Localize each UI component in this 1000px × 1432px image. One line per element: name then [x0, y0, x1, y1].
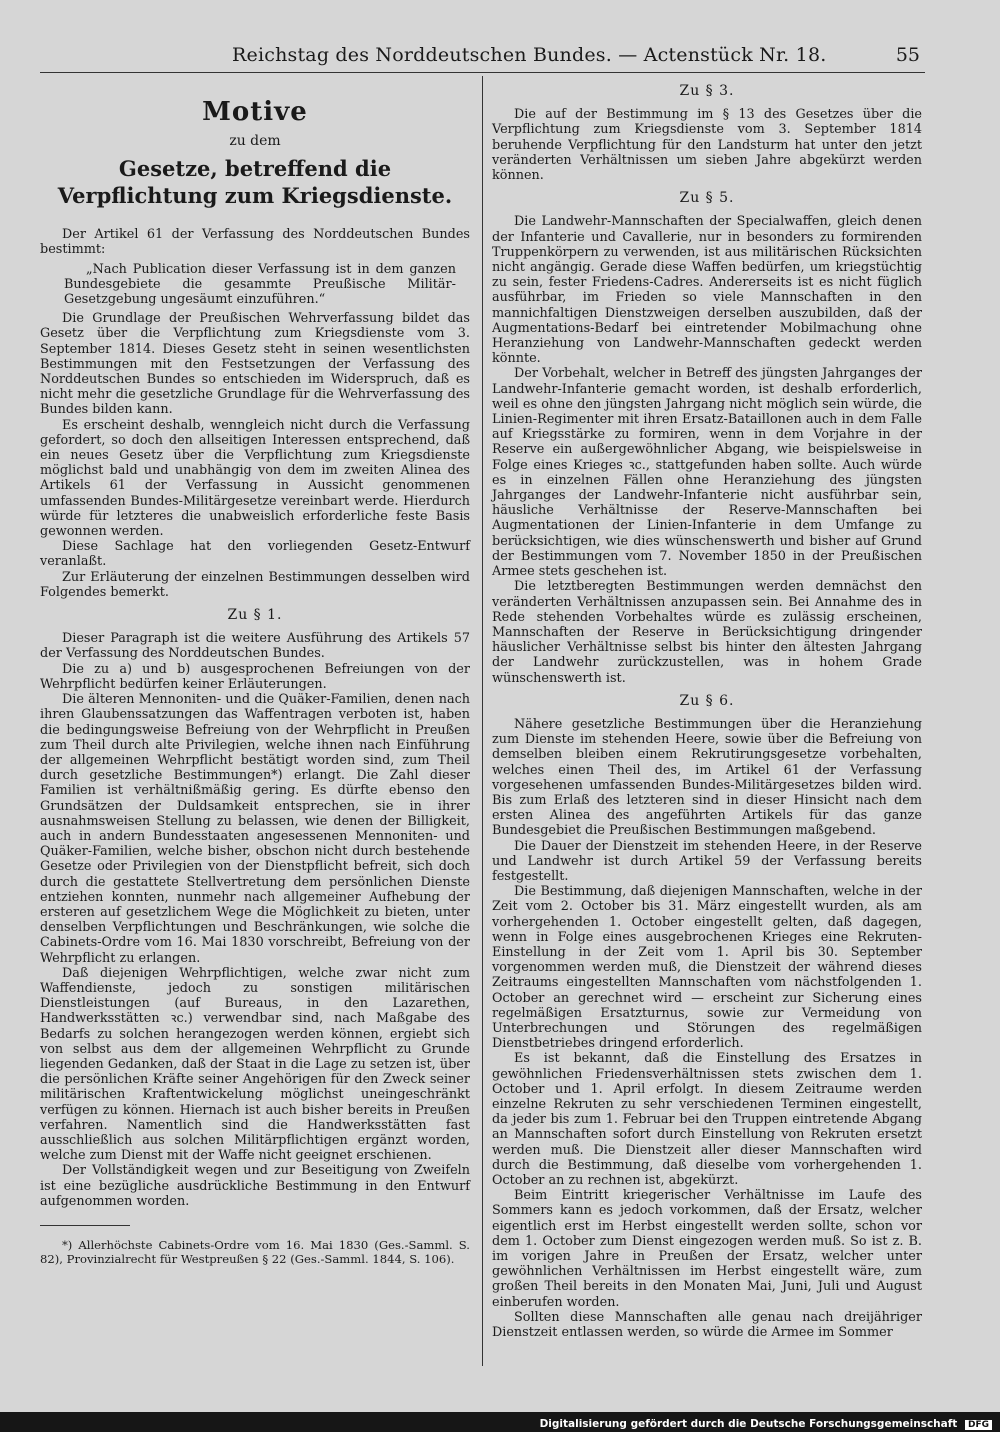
credit-text: Digitalisierung gefördert durch die Deutsche Forschungsgemeinschaft [539, 1418, 958, 1430]
intro-paragraph: Zur Erläuterung der einzelnen Bestimmungen desselben wird Folgendes bemerkt. [40, 569, 470, 600]
intro-paragraph: Es erscheint deshalb, wenngleich nicht durch die Verfassung gefordert, so doch den allseitigen Interessen entsprechend, daß ein neues Gesetz über die Verpflichtung zum Kriegsdienste möglichst bald und unabhängig von dem im zweiten Alinea des Artikels 61 der Verfassung in Aussicht genommenen umfassenden Bundes-Militärgesetze vereinbart werde. Hierdurch würde für letzteres die unabweislich erforderliche feste Basis gewonnen werden. [40, 417, 470, 540]
column-divider [482, 76, 483, 1366]
dfg-logo: DFG [965, 1420, 992, 1430]
section-6-paragraph: Sollten diese Mannschaften alle genau nach dreijähriger Dienstzeit entlassen werden, so würde die Armee im Sommer [492, 1309, 922, 1341]
law-title: Gesetze, betreffend die Verpflichtung zum Kriegsdienste. [57, 156, 453, 209]
section-5-paragraph: Die letztberegten Bestimmungen werden demnächst den veränderten Verhältnissen anzupassen sein. Bei Annahme des in Rede stehenden Vorbehaltes würde es zulässig erscheinen, Mannschaften der Reserve in Berücksichtigung dringender häuslicher Verhältnisse selbst bis hinter den ältesten Jahrgang der Landwehr zurückzustellen, was in hohem Grade wünschenswerth ist. [492, 579, 922, 686]
section-1-paragraph: Dieser Paragraph ist die weitere Ausführung des Artikels 57 der Verfassung des Norddeutschen Bundes. [40, 631, 470, 662]
header-rule [40, 72, 925, 73]
section-heading-6: Zu § 6. [679, 692, 735, 709]
section-6-paragraph: Es ist bekannt, daß die Einstellung des Ersatzes in gewöhnlichen Friedensverhältnissen stets zwischen dem 1. October und 1. April erfolgt. In diesem Zeitraume werden einzelne Rekruten zu sehr verschiedenen Terminen eingestellt, da jeder bis zum 1. Februar bei den Truppen eintretende Abgang an Mannschaften sofort durch Einstellung von Rekruten ersetzt werden muß. Die Dienstzeit aller dieser Mannschaften wird durch die Bestimmung, daß dieselbe vom vorhergehenden 1. October an zu rechnen ist, abgekürzt. [492, 1051, 922, 1189]
footnote-rule [40, 1225, 130, 1226]
section-6-paragraph: Beim Eintritt kriegerischer Verhältnisse im Laufe des Sommers kann es jedoch vorkommen, daß der Ersatz, welcher eigentlich erst im Herbst eingestellt werden sollte, schon vor dem 1. October zum Dienst eingezogen werden muß. So ist z. B. im vorigen Jahre in Preußen der Ersatz, welcher unter gewöhnlichen Verhältnissen im Herbst eingestellt wäre, zum großen Theil bereits in den Monaten Mai, Juni, Juli und August einberufen worden. [492, 1188, 922, 1310]
section-heading-1: Zu § 1. [227, 607, 283, 624]
section-6-paragraph: Die Dauer der Dienstzeit im stehenden Heere, in der Reserve und Landwehr ist durch Artikel 59 der Verfassung bereits festgestellt. [492, 838, 922, 884]
intro-paragraph: Die Grundlage der Preußischen Wehrverfassung bildet das Gesetz über die Verpflichtung zum Kriegsdienste vom 3. September 1814. Dieses Gesetz steht in seinen wesentlichsten Bestimmungen mit den Festsetzungen der Verfassung des Norddeutschen Bundes so entschieden im Widerspruch, daß es nicht mehr die gesetzliche Grundlage für die Wehrverfassung des Bundes bilden kann. [40, 311, 470, 418]
section-5-paragraph: Der Vorbehalt, welcher in Betreff des jüngsten Jahrganges der Landwehr-Infanterie gemacht worden, ist deshalb erforderlich, weil es ohne den jüngsten Jahrgang nicht möglich sein würde, die Linien-Regimenter mit ihren Ersatz-Bataillonen auch in dem Falle auf Kriegsstärke zu formiren, wenn in dem Vorjahre in der Reserve ein außergewöhnlicher Abgang, wie beispielsweise in Folge eines Krieges ꝛc., stattgefunden haben sollte. Auch würde es in einzelnen Fällen ohne Heranziehung des jüngsten Jahrganges der Landwehr-Infanterie nicht ausführbar sein, häusliche Verhältnisse der Reserve-Mannschaften bei Augmentationen der Linien-Infanterie in dem Umfange zu berücksichtigen, wie dies wünschenswerth und bisher auf Grund der Bestimmungen vom 7. November 1850 in der Preußischen Armee stets geschehen ist. [492, 366, 922, 580]
footnote: *) Allerhöchste Cabinets-Ordre vom 16. Mai 1830 (Ges.-Samml. S. 82), Provinzialrecht für Westpreußen § 22 (Ges.-Samml. 1844, S. 106). [40, 1238, 470, 1266]
page-number: 55 [895, 44, 920, 66]
section-1-paragraph: Die älteren Mennoniten- und die Quäker-Familien, denen nach ihren Glaubenssatzungen das Waffentragen verboten ist, haben die bedingungsweise Befreiung von der Wehrpflicht in Preußen zum Theil durch alte Privilegien, welche ihnen nach Einführung der allgemeinen Wehrpflicht bestätigt worden sind, zum Theil durch gesetzliche Bestimmungen*) erlangt. Die Zahl dieser Familien ist verhältnißmäßig gering. Es dürfte ebenso den Grundsätzen der Duldsamkeit entsprechen, sie in ihrer ausnahmsweisen Stellung zu belassen, wie denen der Billigkeit, auch in andern Bundesstaaten angesessenen Mennoniten- und Quäker-Familien, welche bisher, obschon nicht durch bestehende Gesetze oder Privilegien von der Dienstpflicht befreit, sich doch durch die gestattete Stellvertretung dem persönlichen Dienste entziehen konnten, nunmehr nach allgemeiner Aufhebung der ersteren auf gesetzlichem Wege die Möglichkeit zu bieten, unter denselben Verpflichtungen und Beschränkungen, wie solche die Cabinets-Ordre vom 16. Mai 1830 vorschreibt, Befreiung von der Wehrpflicht zu erlangen. [40, 692, 470, 966]
constitution-quote: „Nach Publication dieser Verfassung ist in dem ganzen Bundesgebiete die gesammte Preußische Militär-Gesetzgebung ungesäumt einzuführen.“ [64, 261, 456, 308]
section-1-paragraph: Daß diejenigen Wehrpflichtigen, welche zwar nicht zum Waffendienste, jedoch zu sonstigen militärischen Dienstleistungen (auf Bureaus, in den Lazarethen, Handwerksstätten ꝛc.) verwendbar sind, nach Maßgabe des Bedarfs zu solchen herangezogen werden können, ergiebt sich von selbst aus dem der allgemeinen Wehrpflicht zu Grunde liegenden Gedanken, daß der Staat in die Lage zu setzen ist, über die persönlichen Kräfte seiner Angehörigen für den Zweck seiner militärischen Kraftentwickelung möglichst uneingeschränkt verfügen zu können. Hiernach ist auch bisher bereits in Preußen verfahren. Namentlich sind die Handwerksstätten fast ausschließlich aus solchen Militärpflichtigen ergänzt worden, welche zum Dienst mit der Waffe nicht geeignet erschienen. [40, 965, 470, 1164]
intro-paragraph: Diese Sachlage hat den vorliegenden Gesetz-Entwurf veranlaßt. [40, 539, 470, 570]
left-column [40, 82, 470, 1266]
section-1-paragraph: Der Vollständigkeit wegen und zur Beseitigung von Zweifeln ist eine bezügliche ausdrückliche Bestimmung in den Entwurf aufgenommen worden. [40, 1163, 470, 1209]
section-heading-3: Zu § 3. [679, 83, 735, 99]
digitization-credit [540, 1418, 992, 1430]
right-column [492, 82, 922, 1340]
section-heading-5: Zu § 5. [679, 190, 735, 207]
section-1-paragraph: Die zu a) und b) ausgesprochenen Befreiungen von der Wehrpflicht bedürfen keiner Erläuterungen. [40, 661, 470, 692]
motive-heading: Motive [202, 97, 308, 127]
running-header [0, 44, 1000, 70]
intro-paragraph: Der Artikel 61 der Verfassung des Norddeutschen Bundes bestimmt: [40, 227, 470, 258]
running-title: Reichstag des Norddeutschen Bundes. — Actenstück Nr. 18. [232, 44, 827, 66]
zu-dem-label: zu dem [229, 133, 281, 149]
section-5-paragraph: Die Landwehr-Mannschaften der Specialwaffen, gleich denen der Infanterie und Cavallerie, nur in besonders zu formirenden Truppenkörpern zu verwenden, ist aus militärischen Rücksichten nicht angängig. Gerade diese Waffen bedürfen, um kriegstüchtig zu sein, fester Friedens-Cadres. Andererseits ist es nicht füglich ausführbar, im Frieden so viele Mannschaften in den mannichfaltigen Dienstzweigen derselben auszubilden, daß der Augmentations-Bedarf bei eintretender Mobilmachung ohne Heranziehung von Landwehr-Mannschaften gedeckt werden könnte. [492, 214, 922, 367]
section-6-paragraph: Die Bestimmung, daß diejenigen Mannschaften, welche in der Zeit vom 2. October bis 31. März eingestellt wurden, als am vorhergehenden 1. October eingestellt gelten, daß dagegen, wenn in Folge eines ausgebrochenen Krieges eine Rekruten-Einstellung in der Zeit vom 1. April bis 30. September vorgenommen werden muß, die Dienstzeit der während dieses Zeitraums eingestellten Mannschaften vom nächstfolgenden 1. October an gerechnet wird — erscheint zur Sicherung eines regelmäßigen Ersatzturnus, sowie zur Vermeidung von Unterbrechungen und Störungen des regelmäßigen Dienstbetriebes dringend erforderlich. [492, 884, 922, 1052]
section-6-paragraph: Nähere gesetzliche Bestimmungen über die Heranziehung zum Dienste im stehenden Heere, sowie über die Befreiung von demselben bleiben einem Rekrutirungsgesetze vorbehalten, welches einen Theil des, im Artikel 61 der Verfassung vorgesehenen umfassenden Bundes-Militärgesetzes bilden wird. Bis zum Erlaß des letzteren sind in dieser Hinsicht nach dem ersten Alinea des angeführten Artikels für das ganze Bundesgebiet die Preußischen Bestimmungen maßgebend. [492, 716, 922, 839]
section-3-paragraph: Die auf der Bestimmung im § 13 des Gesetzes über die Verpflichtung zum Kriegsdienste vom 3. September 1814 beruhende Verpflichtung für den Landsturm hat unter den jetzt veränderten Verhältnissen um sieben Jahre abgekürzt werden können. [492, 107, 922, 184]
